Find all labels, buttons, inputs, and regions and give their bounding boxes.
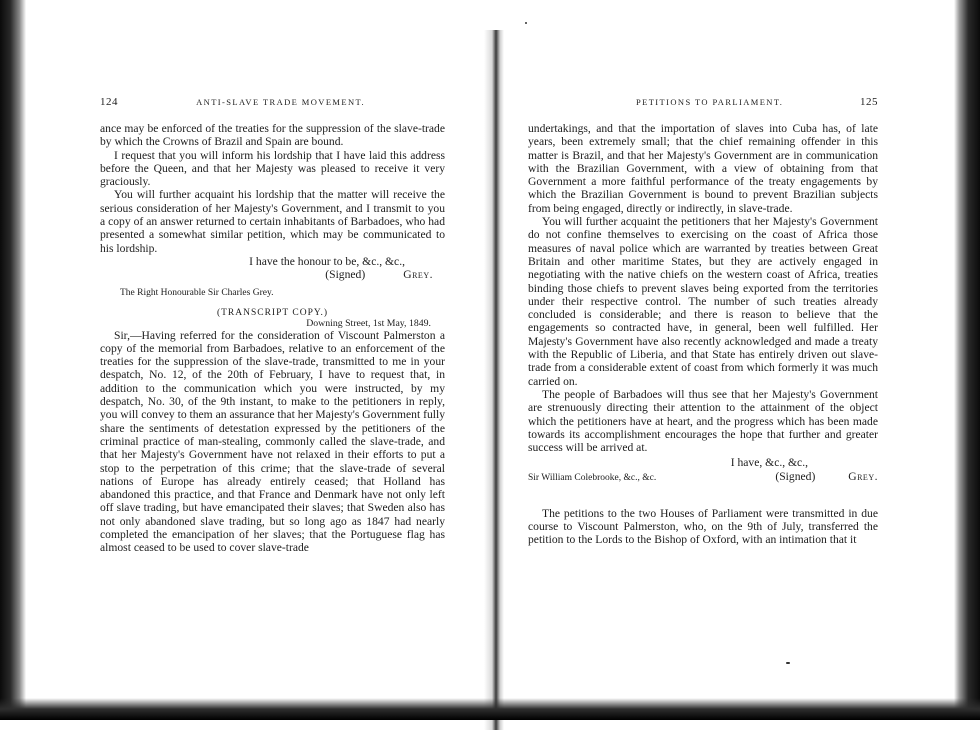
right-closing-text: I have, &c., &c.,	[730, 456, 808, 470]
left-page	[100, 96, 445, 555]
scan-shadow-left	[0, 0, 26, 720]
right-addressee: Sir William Colebrooke, &c., &c.	[528, 472, 657, 483]
right-closing	[528, 456, 878, 469]
scan-shadow-bottom	[0, 698, 980, 720]
right-running-header	[528, 96, 878, 108]
left-signature	[100, 268, 445, 281]
left-body	[100, 122, 445, 255]
right-body	[528, 122, 878, 454]
left-closing	[100, 255, 445, 268]
left-running-header	[100, 96, 445, 108]
right-signed-label: (Signed)	[775, 469, 816, 483]
left-paragraph-3: You will further acquaint his lordship that the matter will receive the serious consideration of her Majesty's Government, and I transmit to you a copy of an answer returned to certain inhabitants of Barbadoes, who had presented a somewhat similar petition, which may be communicated to his lordship.	[100, 188, 445, 255]
right-running-title: PETITIONS TO PARLIAMENT.	[636, 97, 784, 107]
left-letter	[100, 329, 445, 555]
right-paragraph-1: undertakings, and that the importation of slaves into Cuba has, of late years, been extremely small; that the chief remaining offender in this matter is Brazil, and that her Majesty's Government are in communication with the Brazilian Government, with a view of obtaining from that Government a more faithful performance of the treaty engagements by which the Brazilian Government is bound to prevent Brazilian subjects from being engaged, directly or indirectly, in slave-trade.	[528, 122, 878, 215]
right-paragraph-3: The people of Barbadoes will thus see that her Majesty's Government are strenuously directing their attention to the attainment of the object which the petitioners have at heart, and the progress which has been made towards its accomplishment encourages the hope that further and greater success will be arrived at.	[528, 387, 878, 455]
scan-shadow-right	[954, 0, 980, 720]
left-page-number: 124	[100, 96, 118, 108]
scan-speck	[786, 662, 790, 664]
book-gutter	[484, 30, 504, 730]
left-running-title: ANTI-SLAVE TRADE MOVEMENT.	[196, 97, 365, 107]
right-page-number: 125	[860, 96, 878, 108]
left-signed-label: (Signed)	[325, 268, 366, 282]
left-addressee: The Right Honourable Sir Charles Grey.	[120, 287, 274, 298]
right-signature	[775, 470, 878, 483]
transcript-heading: (TRANSCRIPT COPY.)	[216, 307, 329, 318]
right-final	[528, 507, 878, 547]
right-signer: Grey.	[848, 469, 878, 483]
scan-speck	[525, 22, 527, 24]
letter-body: Sir,—Having referred for the consideration of Viscount Palmerston a copy of the memorial from Barbadoes, relative to an enforcement of the treaties for the suppression of the slave-trade, transmitted to me in your despatch, No. 12, of the 20th of February, I have to request that, in addition to the communication which you were instructed, by my despatch, No. 30, of the 9th instant, to make to the petitioners in reply, you will convey to them an assurance that her Majesty's Government fully share the sentiments of detestation expressed by the petitioners of the criminal practice of man-stealing, commonly called the slave-trade, and that her Majesty's Government have not relaxed in their efforts to put a stop to the perpetration of this crime; that the slave-trade of several nations of Europe has already entirely ceased; that Holland has abandoned this practice, and that France and Denmark have not only left off slave trading, but have emancipated their slaves; that Sweden also has not only abandoned slave trading, but so long ago as 1847 had nearly completed the emancipation of her slaves; that the Portuguese flag has almost ceased to be used to cover slave-trade	[100, 328, 445, 555]
left-paragraph-2: I request that you will inform his lordship that I have laid this address before the Queen, and that her Majesty was pleased to receive it very graciously.	[100, 148, 445, 189]
right-page	[528, 96, 878, 547]
left-signer: Grey.	[403, 268, 433, 282]
left-closing-text: I have the honour to be, &c., &c.,	[249, 254, 405, 268]
right-final-paragraph: The petitions to the two Houses of Parliament were transmitted in due course to Viscount Palmerston, who, on the 9th of July, transferred the petition to the Lords to the Bishop of Oxford, with an intimation that it	[528, 506, 878, 547]
left-paragraph-1: ance may be enforced of the treaties for the suppression of the slave-trade by which the Crowns of Brazil and Spain are bound.	[100, 122, 445, 149]
right-signature-row	[528, 470, 878, 485]
letter-dateline: Downing Street, 1st May, 1849.	[306, 317, 431, 329]
right-paragraph-2: You will further acquaint the petitioners that her Majesty's Government do not confine themselves to exercising on the coast of Africa those measures of naval police which are warranted by treaties between Great Britain and other maritime States, but they are actively engaged in negotiating with the native chiefs on the western coast of Africa, treaties binding those chiefs to prevent slaves being exported from the territories under their respective control. The number of such treaties already concluded is considerable; and there is reason to believe that the engagements so contracted have, in general, been well fulfilled. Her Majesty's Government have also recently acknowledged and made a treaty with the Republic of Liberia, and that State has entirely driven out slave-trade from a considerable extent of coast from which formerly it was much carried on.	[528, 215, 878, 388]
